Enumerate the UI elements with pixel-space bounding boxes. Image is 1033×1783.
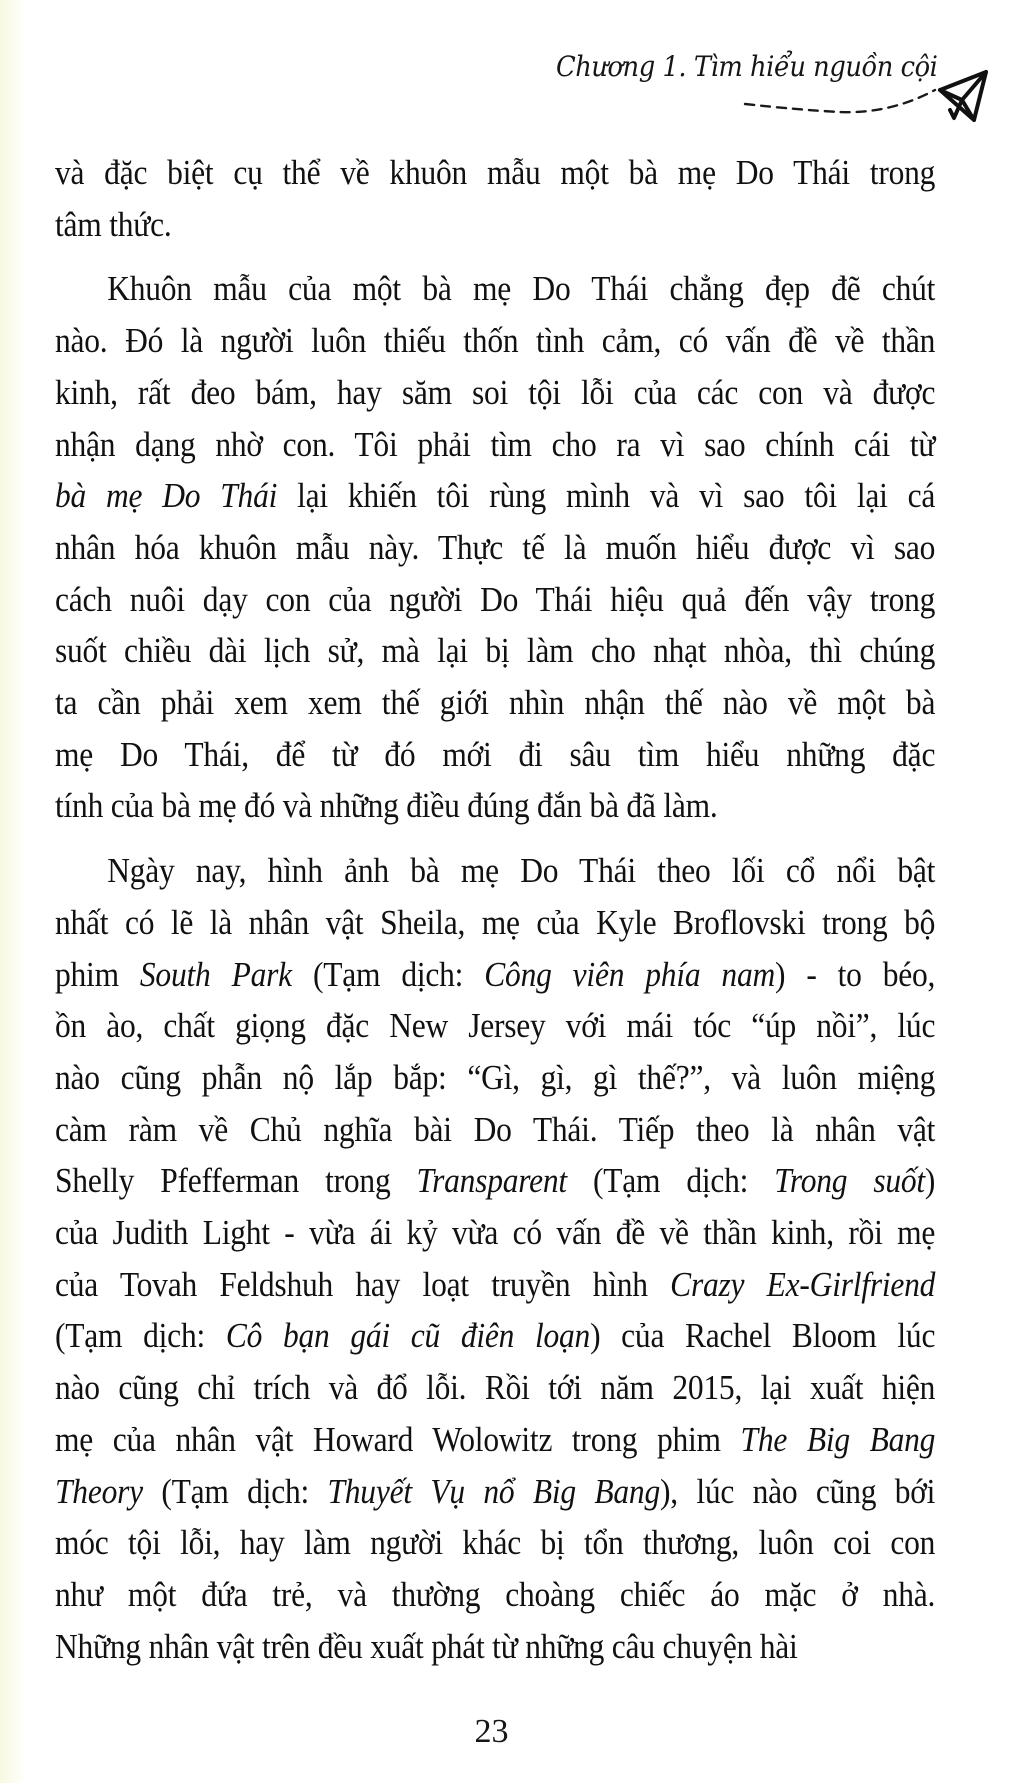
body-text: của Judith Light - vừa ái kỷ vừa có vấn đề về thần kinh, rồi mẹ xyxy=(55,1213,936,1252)
text-line xyxy=(55,955,935,1007)
page-number xyxy=(0,1712,1033,1752)
italic-title-text: Transparent xyxy=(416,1161,567,1201)
text-line xyxy=(55,321,935,373)
text-line xyxy=(55,373,935,425)
body-text: phim xyxy=(55,954,140,994)
text-line xyxy=(55,903,935,955)
text-line xyxy=(55,1472,935,1524)
italic-title-text: Cô bạn gái cũ điên loạn xyxy=(225,1316,591,1356)
body-text: ) của Rachel Bloom lúc xyxy=(590,1316,936,1356)
body-text: Những nhân vật trên đều xuất phát từ những câu chuyện hài xyxy=(55,1626,798,1666)
body-text: (Tạm dịch: xyxy=(142,1471,328,1511)
body-text: Khuôn mẫu của một bà mẹ Do Thái chẳng đẹp đẽ chút xyxy=(107,269,936,309)
text-line xyxy=(55,735,935,787)
italic-title-text: Thuyết Vụ nổ Big Bang xyxy=(327,1471,660,1511)
body-text: (Tạm dịch: xyxy=(291,954,485,994)
text-line xyxy=(55,1420,935,1472)
body-text: ), lúc nào cũng bới xyxy=(659,1471,936,1511)
italic-title-text: Công viên phía nam xyxy=(484,954,776,994)
body-text: Shelly Pfefferman trong xyxy=(55,1161,417,1201)
body-text: nào. Đó là người luôn thiếu thốn tình cảm, có vấn đề về thần xyxy=(55,321,936,361)
body-text: lại khiến tôi rùng mình và vì sao tôi lại cá xyxy=(277,476,936,516)
body-text: kinh, rất đeo bám, hay săm soi tội lỗi của các con và được xyxy=(55,372,936,412)
body-text: cách nuôi dạy con của người Do Thái hiệu quả đến vậy trong xyxy=(55,579,936,619)
text-line xyxy=(55,1316,935,1368)
italic-title-text: Theory xyxy=(55,1471,143,1511)
text-line xyxy=(55,1110,935,1162)
italic-title-text: bà mẹ Do Thái xyxy=(55,476,278,516)
body-text: càm ràm về Chủ nghĩa bài Do Thái. Tiếp theo là nhân vật xyxy=(55,1109,936,1149)
body-text: mẹ của nhân vật Howard Wolowitz trong phim xyxy=(55,1419,741,1459)
body-text: ) - to béo, xyxy=(775,954,936,994)
text-line xyxy=(55,1213,935,1265)
body-text: (Tạm dịch: xyxy=(55,1316,226,1356)
body-text: nào cũng chỉ trích và đổ lỗi. Rồi tới năm 2015, lại xuất hiện xyxy=(55,1368,936,1408)
body-text: nhân hóa khuôn mẫu này. Thực tế là muốn hiểu được vì sao xyxy=(55,527,936,567)
italic-title-text: The Big Bang xyxy=(740,1419,936,1459)
text-line xyxy=(55,476,935,528)
body-text: (Tạm dịch: xyxy=(566,1161,775,1201)
text-line xyxy=(55,1265,935,1317)
body-text: như một đứa trẻ, và thường choàng chiếc áo mặc ở nhà. xyxy=(55,1574,936,1614)
page-number-text: 23 xyxy=(474,1713,509,1750)
body-text: nào cũng phẫn nộ lắp bắp: “Gì, gì, gì thế?”, và luôn miệng xyxy=(55,1057,936,1097)
body-text: Ngày nay, hình ảnh bà mẹ Do Thái theo lối cổ nổi bật xyxy=(107,851,936,891)
body-text: ta cần phải xem xem thế giới nhìn nhận thế nào về một bà xyxy=(55,683,936,722)
body-text: mẹ Do Thái, để từ đó mới đi sâu tìm hiểu những đặc xyxy=(55,734,936,774)
running-head-chapter-title: Chương 1. Tìm hiểu nguồn cội xyxy=(556,50,938,83)
text-line xyxy=(55,269,935,321)
body-text: và đặc biệt cụ thể về khuôn mẫu một bà mẹ Do Thái trong xyxy=(55,153,936,192)
paper-plane-icon xyxy=(740,60,1000,130)
text-line xyxy=(55,1523,935,1575)
body-text: ồn ào, chất giọng đặc New Jersey với mái tóc “úp nồi”, lúc xyxy=(55,1006,936,1046)
body-text: ) xyxy=(924,1161,936,1201)
italic-title-text: South Park xyxy=(139,954,292,994)
text-line xyxy=(55,1627,935,1679)
body-text: nhận dạng nhờ con. Tôi phải tìm cho ra vì sao chính cái từ xyxy=(55,424,936,464)
text-line xyxy=(55,425,935,477)
text-line xyxy=(55,1161,935,1213)
body-text: tính của bà mẹ đó và những điều đúng đắn bà đã làm. xyxy=(55,786,718,826)
text-line xyxy=(55,683,935,735)
text-line xyxy=(55,153,935,205)
body-text: nhất có lẽ là nhân vật Sheila, mẹ của Kyle Broflovski trong bộ xyxy=(55,902,936,942)
text-line xyxy=(55,1575,935,1627)
text-line xyxy=(55,1058,935,1110)
text-line xyxy=(55,631,935,683)
text-line xyxy=(55,528,935,580)
text-line xyxy=(55,205,935,257)
text-line xyxy=(55,851,935,903)
text-line xyxy=(55,1006,935,1058)
body-text: suốt chiều dài lịch sử, mà lại bị làm cho nhạt nhòa, thì chúng xyxy=(55,631,936,671)
text-line xyxy=(55,1368,935,1420)
body-text: móc tội lỗi, hay làm người khác bị tổn thương, luôn coi con xyxy=(55,1523,936,1563)
page-gutter-tint xyxy=(0,0,28,1783)
italic-title-text: Crazy Ex-Girlfriend xyxy=(670,1264,936,1304)
text-line xyxy=(55,580,935,632)
italic-title-text: Trong suốt xyxy=(774,1161,925,1201)
text-line xyxy=(55,786,935,838)
body-text: tâm thức. xyxy=(55,204,172,244)
body-text: của Tovah Feldshuh hay loạt truyền hình xyxy=(55,1264,671,1304)
